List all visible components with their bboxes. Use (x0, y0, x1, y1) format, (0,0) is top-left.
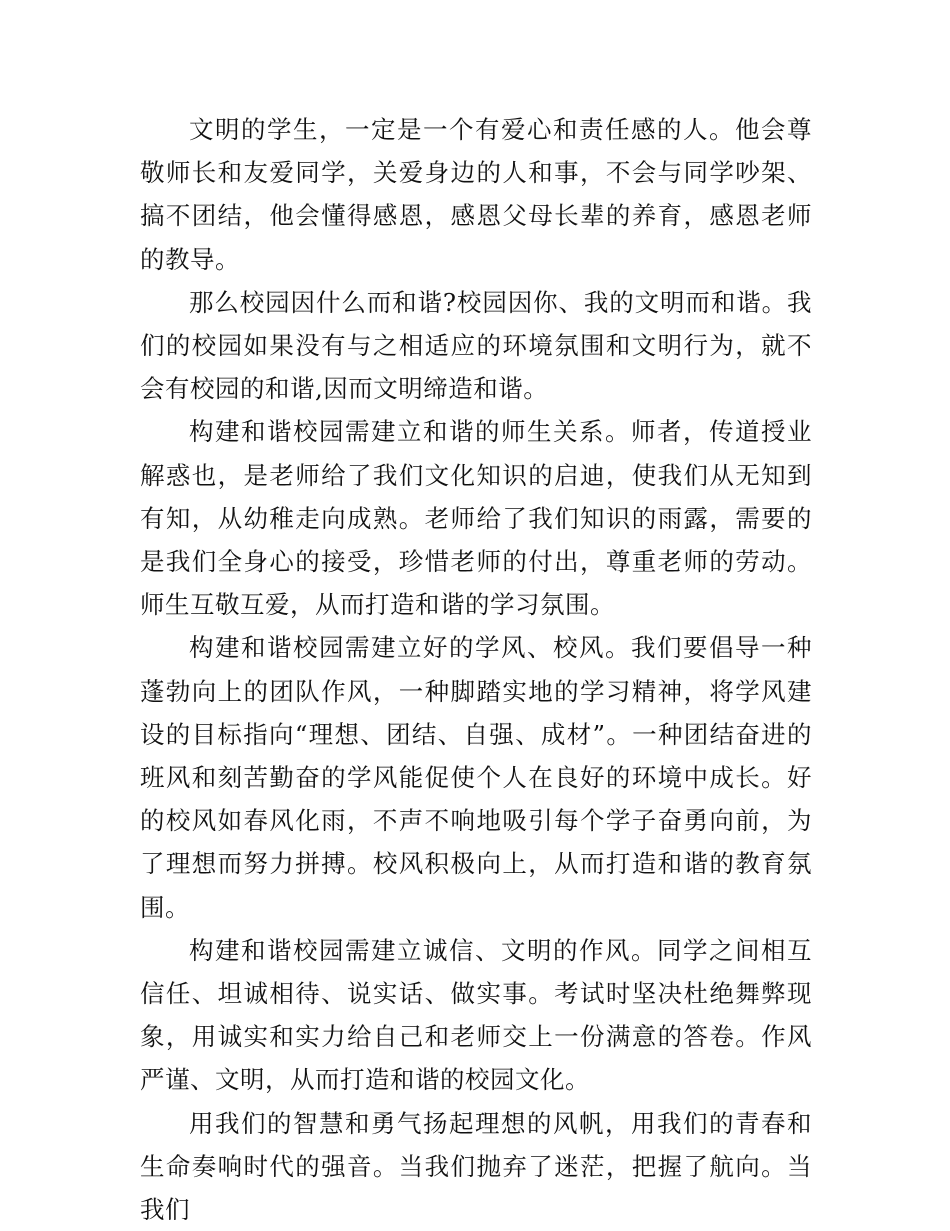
paragraph-integrity-and-civility: 构建和谐校园需建立诚信、文明的作风。同学之间相互信任、坦诚相待、说实话、做实事。考试时坚决杜绝舞弊现象，用诚实和实力给自己和老师交上一份满意的答卷。作风严谨、文明，从而打造和谐的校园文化。 (140, 935, 812, 1095)
paragraph-teacher-student-relations: 构建和谐校园需建立和谐的师生关系。师者，传道授业解惑也，是老师给了我们文化知识的启迪，使我们从无知到有知，从幼稚走向成熟。老师给了我们知识的雨露，需要的是我们全身心的接受，珍惜老师的付出，尊重老师的劳动。师生互敬互爱，从而打造和谐的学习氛围。 (140, 417, 812, 620)
paragraph-campus-harmony: 那么校园因什么而和谐?校园因你、我的文明而和谐。我们的校园如果没有与之相适应的环境氛围和文明行为，就不会有校园的和谐,因而文明缔造和谐。 (140, 287, 812, 404)
paragraph-civilized-student: 文明的学生，一定是一个有爱心和责任感的人。他会尊敬师长和友爱同学，关爱身边的人和事，不会与同学吵架、搞不团结，他会懂得感恩，感恩父母长辈的养育，感恩老师的教导。 (140, 115, 812, 274)
paragraph-wisdom-and-courage: 用我们的智慧和勇气扬起理想的风帆，用我们的青春和生命奏响时代的强音。当我们抛弃了迷茫，把握了航向。当我们 (140, 1108, 812, 1225)
paragraph-study-and-school-style: 构建和谐校园需建立好的学风、校风。我们要倡导一种蓬勃向上的团队作风，一种脚踏实地的学习精神，将学风建设的目标指向“理想、团结、自强、成材”。一种团结奋进的班风和刻苦勤奋的学风能促使个人在良好的环境中成长。好的校风如春风化雨，不声不响地吸引每个学子奋勇向前，为了理想而努力拼搏。校风积极向上，从而打造和谐的教育氛围。 (140, 633, 812, 922)
document-body (140, 108, 812, 1231)
